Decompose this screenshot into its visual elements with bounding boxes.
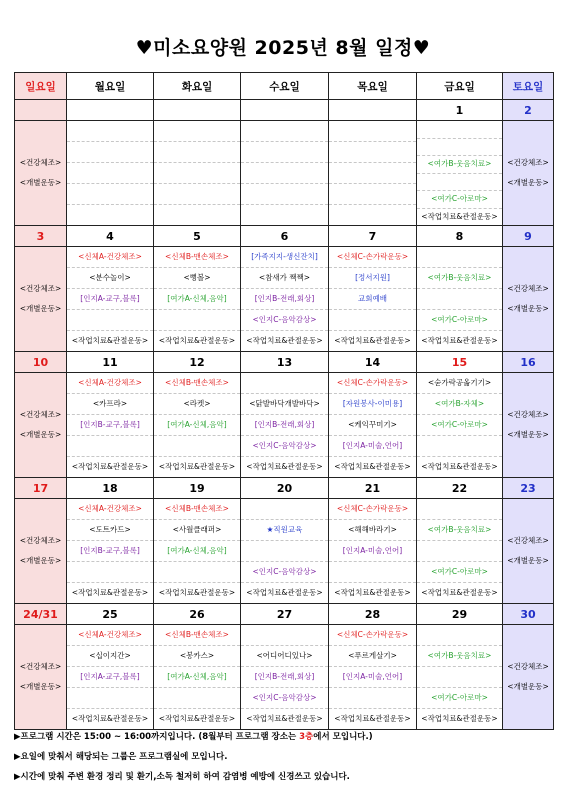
activity-item: [인지A-미술,언어] bbox=[329, 541, 416, 562]
day-activities bbox=[417, 121, 503, 226]
date-row bbox=[15, 478, 554, 499]
weekend-item: <건강체조> bbox=[19, 410, 62, 419]
activity-item: <작업치료&관절운동> bbox=[334, 588, 411, 597]
weekend-item: <건강체조> bbox=[19, 662, 62, 671]
date-cell: 10 bbox=[15, 352, 67, 373]
activity-item: <신체C-손가락운동> bbox=[329, 499, 416, 520]
weekend-item: <개별운동> bbox=[19, 556, 62, 565]
activity-item: <신체A-건강체조> bbox=[67, 499, 153, 520]
day-activities bbox=[67, 499, 154, 604]
date-cell: 26 bbox=[154, 604, 241, 625]
activity-item: <인지C-음악감상> bbox=[241, 688, 328, 709]
day-activities bbox=[241, 121, 329, 226]
activity-item bbox=[241, 373, 328, 394]
weekend-item: <건강체조> bbox=[507, 410, 549, 419]
activity-item: <작업치료&관절운동> bbox=[158, 336, 236, 345]
activity-item: <작업치료&관절운동> bbox=[71, 588, 149, 597]
date-cell: 3 bbox=[15, 226, 67, 247]
day-activities bbox=[67, 373, 154, 478]
activity-item: <작업치료&관절운동> bbox=[334, 714, 411, 723]
activity-item bbox=[417, 247, 502, 268]
activity-item: <인지C-음악감상> bbox=[241, 562, 328, 583]
day-activities bbox=[241, 499, 329, 604]
activity-item: [가족지지-생신잔치] bbox=[241, 247, 328, 268]
weekend-item: <건강체조> bbox=[507, 662, 549, 671]
date-row bbox=[15, 604, 554, 625]
activity-row bbox=[15, 247, 554, 352]
activity-item: <작업치료&관절운동> bbox=[158, 714, 236, 723]
date-cell: 17 bbox=[15, 478, 67, 499]
date-cell: 30 bbox=[503, 604, 554, 625]
activity-item: <신체B-맨손체조> bbox=[154, 499, 240, 520]
date-cell: 9 bbox=[503, 226, 554, 247]
header-friday: 금요일 bbox=[417, 73, 503, 100]
activity-item bbox=[67, 562, 153, 583]
weekend-activities bbox=[15, 499, 67, 604]
monthly-calendar bbox=[14, 72, 554, 730]
date-cell: 4 bbox=[67, 226, 154, 247]
date-cell bbox=[329, 100, 417, 121]
day-activities bbox=[67, 121, 154, 226]
activity-item bbox=[241, 499, 328, 520]
activity-item: <작업치료&관절운동> bbox=[421, 336, 498, 345]
activity-item bbox=[417, 121, 502, 139]
day-activities bbox=[329, 121, 417, 226]
day-activities bbox=[417, 247, 503, 352]
day-activities bbox=[417, 625, 503, 730]
date-cell: 21 bbox=[329, 478, 417, 499]
date-row bbox=[15, 100, 554, 121]
header-wednesday: 수요일 bbox=[241, 73, 329, 100]
date-cell: 18 bbox=[67, 478, 154, 499]
header-monday: 월요일 bbox=[67, 73, 154, 100]
activity-item bbox=[329, 310, 416, 331]
activity-item: <작업치료&관절운동> bbox=[421, 588, 498, 597]
activity-item: [여가A-신체,음악] bbox=[154, 541, 240, 562]
weekend-activities bbox=[15, 625, 67, 730]
date-cell: 11 bbox=[67, 352, 154, 373]
activity-item bbox=[67, 688, 153, 709]
note-text: ▶프로그램 시간은 15:00 ~ 16:00까지입니다. (8월부터 프로그램 장소는 bbox=[14, 732, 300, 742]
date-cell: 7 bbox=[329, 226, 417, 247]
staff-training-item: ★직원교육 bbox=[241, 520, 328, 541]
activity-item bbox=[417, 541, 502, 562]
weekend-item: <개별운동> bbox=[507, 556, 549, 565]
date-cell: 16 bbox=[503, 352, 554, 373]
activity-item: [여가A-신체,음악] bbox=[154, 415, 240, 436]
activity-item: <분수놀이> bbox=[67, 268, 153, 289]
activity-item: <여가B-웃음치료> bbox=[417, 156, 502, 174]
activity-item: <여가C-아로마> bbox=[417, 310, 502, 331]
date-cell: 25 bbox=[67, 604, 154, 625]
activity-item: [여가A-신체,음악] bbox=[154, 289, 240, 310]
activity-item: [인지B-교구,블록] bbox=[67, 541, 153, 562]
date-cell: 23 bbox=[503, 478, 554, 499]
activity-item bbox=[241, 541, 328, 562]
day-activities bbox=[67, 247, 154, 352]
date-cell: 27 bbox=[241, 604, 329, 625]
activity-item: [인지B-전래,회상] bbox=[241, 415, 328, 436]
date-cell bbox=[67, 100, 154, 121]
activity-item: <십이지간> bbox=[67, 646, 153, 667]
weekend-item: <건강체조> bbox=[507, 158, 549, 167]
activity-item: <작업치료&관절운동> bbox=[158, 588, 236, 597]
note-line: ▶시간에 맞춰 주변 환경 정리 및 환기,소독 철저히 하여 감염병 예방에 신경쓰고 있습니다. bbox=[14, 772, 350, 782]
header-saturday: 토요일 bbox=[503, 73, 554, 100]
activity-item bbox=[417, 499, 502, 520]
date-cell: 19 bbox=[154, 478, 241, 499]
activity-item: <작업치료&관절운동> bbox=[421, 714, 498, 723]
activity-item bbox=[417, 667, 502, 688]
activity-item: [인지A-미술,언어] bbox=[329, 436, 416, 457]
page-title: ♥미소요양원 2025년 8월 일정♥ bbox=[135, 37, 431, 59]
activity-item bbox=[154, 562, 240, 583]
activity-item: <여가B-웃음치료> bbox=[417, 268, 502, 289]
weekend-activities bbox=[503, 121, 554, 226]
activity-item: <여가C-아로마> bbox=[417, 415, 502, 436]
activity-item bbox=[67, 310, 153, 331]
note-highlight: 3층 bbox=[299, 732, 314, 742]
day-activities bbox=[329, 499, 417, 604]
note-line bbox=[14, 727, 554, 747]
day-activities bbox=[67, 625, 154, 730]
activity-item: <작업치료&관절운동> bbox=[421, 462, 498, 471]
activity-item: <사월클래퍼> bbox=[154, 520, 240, 541]
header-tuesday: 화요일 bbox=[154, 73, 241, 100]
activity-item bbox=[154, 436, 240, 457]
day-activities bbox=[241, 625, 329, 730]
weekend-item: <건강체조> bbox=[507, 536, 549, 545]
activity-item: <신체C-손가락운동> bbox=[329, 625, 416, 646]
header-thursday: 목요일 bbox=[329, 73, 417, 100]
activity-item: <작업치료&관절운동> bbox=[71, 462, 149, 471]
day-activities bbox=[329, 373, 417, 478]
activity-item: <닭발바닥개발바닥> bbox=[241, 394, 328, 415]
date-row bbox=[15, 226, 554, 247]
day-activities bbox=[329, 247, 417, 352]
activity-item: <작업치료&관절운동> bbox=[421, 211, 498, 221]
weekend-item: <건강체조> bbox=[19, 158, 62, 167]
activity-item bbox=[154, 688, 240, 709]
activity-item bbox=[329, 562, 416, 583]
activity-item: <작업치료&관절운동> bbox=[334, 336, 411, 345]
weekend-item: <건강체조> bbox=[19, 536, 62, 545]
activity-item: <작업치료&관절운동> bbox=[246, 714, 323, 723]
day-activities bbox=[417, 499, 503, 604]
holiday-date-cell: 15 bbox=[417, 352, 503, 373]
activity-item: <인지C-음악감상> bbox=[241, 436, 328, 457]
date-cell: 8 bbox=[417, 226, 503, 247]
activity-item: <신체B-맨손체조> bbox=[154, 373, 240, 394]
date-cell bbox=[241, 100, 329, 121]
activity-item: <뻥볼> bbox=[154, 268, 240, 289]
date-cell: 20 bbox=[241, 478, 329, 499]
activity-item bbox=[67, 436, 153, 457]
activity-item: <신체C-손가락운동> bbox=[329, 373, 416, 394]
activity-item: <어디어디있나> bbox=[241, 646, 328, 667]
weekend-item: <개별운동> bbox=[507, 178, 549, 187]
activity-item: <숟가락공옮기기> bbox=[417, 373, 502, 394]
activity-item bbox=[417, 139, 502, 157]
weekend-activities bbox=[503, 247, 554, 352]
weekend-item: <개별운동> bbox=[507, 304, 549, 313]
activity-row bbox=[15, 499, 554, 604]
activity-row bbox=[15, 625, 554, 730]
activity-item: [여가A-신체,음악] bbox=[154, 667, 240, 688]
activity-item: <신체A-건강체조> bbox=[67, 373, 153, 394]
date-cell: 1 bbox=[417, 100, 503, 121]
activity-item: <여가B-웃음치료> bbox=[417, 520, 502, 541]
activity-item: <여가C-아로마> bbox=[417, 562, 502, 583]
activity-item bbox=[329, 688, 416, 709]
activity-item: <작업치료&관절운동> bbox=[158, 462, 236, 471]
weekend-item: <개별운동> bbox=[507, 682, 549, 691]
activity-row bbox=[15, 373, 554, 478]
activity-item: <작업치료&관절운동> bbox=[246, 462, 323, 471]
date-cell: 6 bbox=[241, 226, 329, 247]
activity-item: <작업치료&관절운동> bbox=[71, 714, 149, 723]
activity-item: [인지A-교구,블록] bbox=[67, 667, 153, 688]
date-cell: 5 bbox=[154, 226, 241, 247]
activity-item: <작업치료&관절운동> bbox=[246, 588, 323, 597]
date-cell: 12 bbox=[154, 352, 241, 373]
activity-item: <여가B-자체> bbox=[417, 394, 502, 415]
weekend-item: <개별운동> bbox=[507, 430, 549, 439]
date-cell: 14 bbox=[329, 352, 417, 373]
header-sunday: 일요일 bbox=[15, 73, 67, 100]
day-activities bbox=[154, 499, 241, 604]
weekend-activities bbox=[15, 247, 67, 352]
activity-item: <봉카스> bbox=[154, 646, 240, 667]
day-activities bbox=[154, 247, 241, 352]
day-activities bbox=[241, 247, 329, 352]
activity-item: [인지B-교구,블록] bbox=[67, 415, 153, 436]
weekend-item: <건강체조> bbox=[507, 284, 549, 293]
day-activities bbox=[241, 373, 329, 478]
activity-item: <여가B-웃음치료> bbox=[417, 646, 502, 667]
day-activities bbox=[154, 373, 241, 478]
activity-item: 교회예배 bbox=[329, 289, 416, 310]
activity-item: <신체B-맨손체조> bbox=[154, 625, 240, 646]
activity-item: <참새가 짹짹> bbox=[241, 268, 328, 289]
activity-item: [인지A-미술,언어] bbox=[329, 667, 416, 688]
weekend-item: <개별운동> bbox=[19, 682, 62, 691]
activity-item: <작업치료&관절운동> bbox=[334, 462, 411, 471]
weekend-activities bbox=[503, 373, 554, 478]
activity-item bbox=[154, 310, 240, 331]
activity-item: <신체B-맨손체조> bbox=[154, 247, 240, 268]
activity-item: [인지B-전래,회상] bbox=[241, 289, 328, 310]
activity-item: <해해바라기> bbox=[329, 520, 416, 541]
weekend-activities bbox=[503, 625, 554, 730]
activity-item: <여가C-아로마> bbox=[417, 688, 502, 709]
activity-item: <카프라> bbox=[67, 394, 153, 415]
date-cell: 29 bbox=[417, 604, 503, 625]
activity-item: <신체C-손가락운동> bbox=[329, 247, 416, 268]
activity-item: <도트카드> bbox=[67, 520, 153, 541]
activity-item bbox=[417, 625, 502, 646]
weekend-item: <개별운동> bbox=[19, 178, 62, 187]
weekend-activities bbox=[503, 499, 554, 604]
weekend-activities bbox=[15, 121, 67, 226]
day-activities bbox=[154, 625, 241, 730]
note-line: ▶요일에 맞춰서 해당되는 그룹은 프로그램실에 모입니다. bbox=[14, 752, 228, 762]
date-row bbox=[15, 352, 554, 373]
activity-item: <신체A-건강체조> bbox=[67, 625, 153, 646]
weekday-header-row bbox=[15, 73, 554, 100]
weekend-item: <건강체조> bbox=[19, 284, 62, 293]
activity-item: [인지A-교구,블록] bbox=[67, 289, 153, 310]
activity-item bbox=[417, 174, 502, 192]
activity-item: <케익꾸미기> bbox=[329, 415, 416, 436]
activity-item: <작업치료&관절운동> bbox=[71, 336, 149, 345]
date-cell: 2 bbox=[503, 100, 554, 121]
activity-item: <신체A-건강체조> bbox=[67, 247, 153, 268]
activity-item: <푸르게살기> bbox=[329, 646, 416, 667]
activity-item bbox=[417, 289, 502, 310]
weekend-item: <개별운동> bbox=[19, 430, 62, 439]
date-cell bbox=[154, 100, 241, 121]
day-activities bbox=[154, 121, 241, 226]
date-cell: 28 bbox=[329, 604, 417, 625]
day-activities bbox=[329, 625, 417, 730]
date-cell: 22 bbox=[417, 478, 503, 499]
date-cell bbox=[15, 100, 67, 121]
activity-item bbox=[241, 625, 328, 646]
day-activities bbox=[417, 373, 503, 478]
date-cell: 24/31 bbox=[15, 604, 67, 625]
activity-item: <작업치료&관절운동> bbox=[246, 336, 323, 345]
activity-item: [자원봉사-이미용] bbox=[329, 394, 416, 415]
weekend-activities bbox=[15, 373, 67, 478]
date-cell: 13 bbox=[241, 352, 329, 373]
activity-item: <인지C-음악감상> bbox=[241, 310, 328, 331]
activity-item: [인지B-전래,회상] bbox=[241, 667, 328, 688]
weekend-item: <개별운동> bbox=[19, 304, 62, 313]
activity-item bbox=[417, 436, 502, 457]
activity-item: <라켓> bbox=[154, 394, 240, 415]
activity-item: <여가C-아로마> bbox=[417, 191, 502, 209]
note-text: 에서 모입니다.) bbox=[313, 732, 373, 742]
notes-section bbox=[14, 727, 554, 787]
activity-row bbox=[15, 121, 554, 226]
activity-item: [정서지원] bbox=[329, 268, 416, 289]
